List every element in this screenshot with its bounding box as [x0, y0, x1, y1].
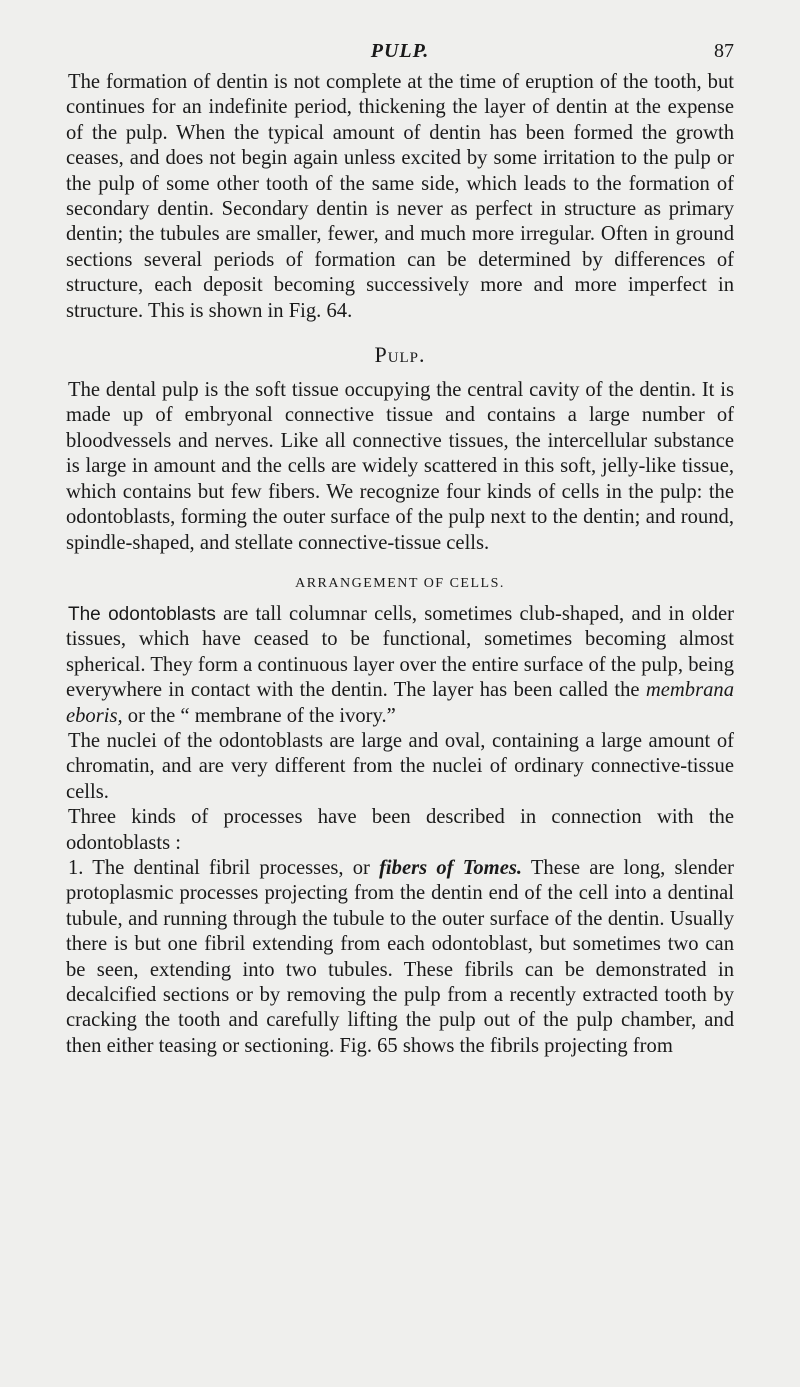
- arrangement-paragraph: [66, 602, 734, 729]
- intro-paragraph: The formation of dentin is not complete at the time of eruption of the tooth, but continues for an indefinite period, thickening the layer of dentin at the expense of the pulp. When the typical amount of dentin has been formed the growth ceases, and does not begin again unless excited by some irritation to the pulp or the pulp of some other tooth of the same side, which leads to the formation of secondary dentin. Secondary dentin is never as perfect in structure as primary dentin; the tubules are smaller, fewer, and much more irregular. Often in ground sections several periods of formation can be determined by differences of structure, each deposit becoming successively more and more imperfect in structure. This is shown in Fig. 64.: [66, 71, 734, 322]
- nuclei-paragraph: The nuclei of the odontoblasts are large and oval, containing a large amount of chromatin, and are very different from the nuclei of ordinary connective-tissue cells.: [66, 729, 734, 803]
- pulp-heading: Pulp.: [374, 342, 426, 368]
- book-page: [66, 0, 734, 1059]
- arrangement-text-2: or the “ membrane of the ivory.”: [122, 704, 396, 727]
- running-head: [66, 0, 734, 70]
- arrangement-text-1: are tall columnar cells, sometimes club-shaped, and in older tissues, which have ceased to be functional, sometimes becoming almost spherical. They form a continuous layer over the entire surface of the pulp, being everywhere in contact with the dentin. The layer has been called the: [66, 602, 734, 702]
- list-item-1-text-1: 1. The dentinal fibril processes, or: [68, 856, 380, 879]
- fibers-of-tomes-term: fibers of Tomes.: [379, 856, 522, 879]
- list-item-1-text-2: These are long, slender protoplasmic processes projecting from the dentin end of the cell into a dentinal tubule, and running through the tubule to the outer surface of the dentin. Usually there is but one fibril extending from each odontoblast, but sometimes two can be seen, extending into two tubules. These fibrils can be demonstrated in decalcified sections or by removing the pulp from a recently extracted tooth by cracking the tooth and carefully lifting the pulp out of the pulp chamber, and then either teasing or sectioning. Fig. 65 shows the fibrils projecting from: [66, 856, 734, 1057]
- pulp-paragraph: The dental pulp is the soft tissue occupying the central cavity of the dentin. It is made up of embryonal connective tissue and contains a large number of bloodvessels and nerves. Like all connective tissues, the intercellular substance is large in amount and the cells are widely scattered in this soft, jelly-like tissue, which contains but few fibers. We recognize four kinds of cells in the pulp: the odontoblasts, forming the outer surface of the pulp next to the dentin; and round, spindle-shaped, and stellate connective-tissue cells.: [66, 379, 734, 554]
- odontoblasts-term: The odontoblasts: [68, 603, 216, 625]
- membrana-eboris-term: membrana eboris,: [66, 679, 734, 727]
- running-head-title: PULP.: [370, 40, 430, 62]
- page-number: 87: [714, 40, 734, 62]
- list-item-1: [66, 856, 734, 1059]
- processes-paragraph: Three kinds of processes have been described in connection with the odontoblasts :: [66, 806, 734, 854]
- arrangement-heading: ARRANGEMENT OF CELLS.: [295, 575, 505, 591]
